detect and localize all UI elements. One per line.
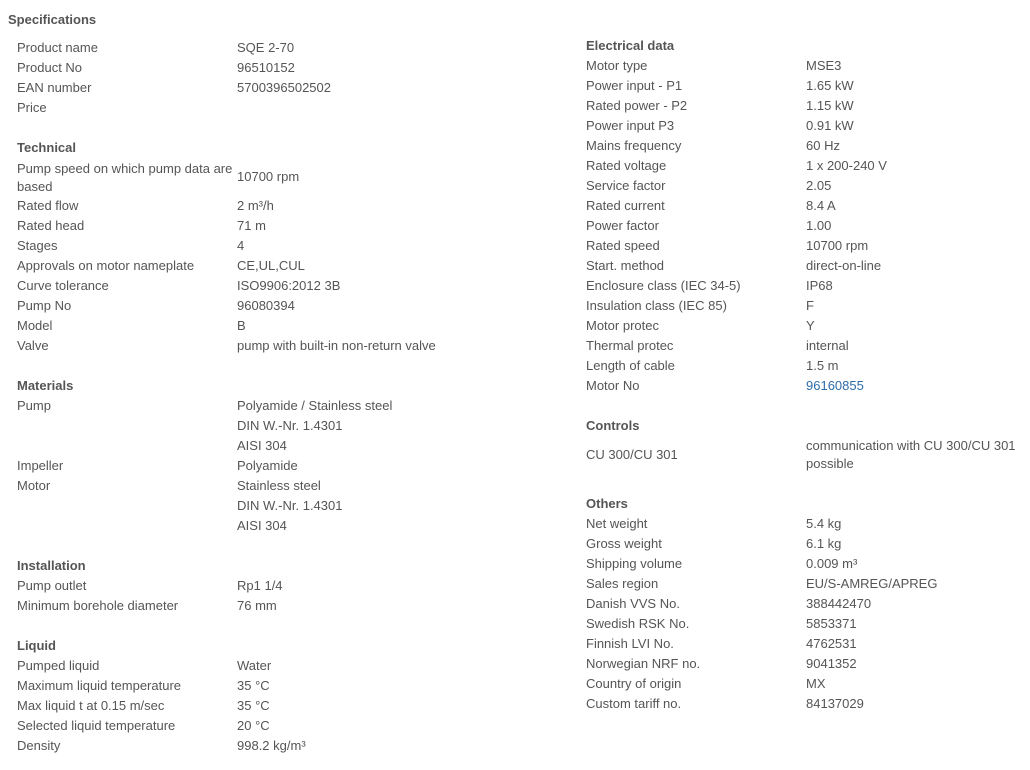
spec-label: Start. method [586, 258, 665, 273]
spec-label: Danish VVS No. [586, 596, 680, 611]
spec-label: Enclosure class (IEC 34-5) [586, 278, 741, 293]
spec-label: Insulation class (IEC 85) [586, 298, 727, 313]
spec-value: 76 mm [237, 598, 277, 613]
spec-value: internal [806, 338, 849, 353]
spec-row [586, 694, 1021, 714]
spec-row [586, 76, 1021, 96]
spec-value: communication with CU 300/CU 301 possible [806, 438, 1016, 471]
spec-row [586, 176, 1021, 196]
spec-label: Pump [17, 398, 51, 413]
spec-label: Rated voltage [586, 158, 667, 173]
spec-row [586, 376, 1021, 396]
spec-value: 60 Hz [806, 138, 840, 153]
spec-row [17, 296, 567, 316]
spec-row [586, 574, 1021, 594]
spec-label: Approvals on motor nameplate [17, 258, 195, 273]
spec-value: IP68 [806, 278, 833, 293]
spec-label: Product No [17, 60, 83, 75]
spec-row [586, 236, 1021, 256]
spec-value: 998.2 kg/m³ [237, 738, 306, 753]
spec-value: EU/S-AMREG/APREG [806, 576, 938, 591]
others-section [586, 494, 1021, 714]
spec-row [586, 116, 1021, 136]
spec-row [17, 158, 567, 196]
spec-row [586, 216, 1021, 236]
section-title: Installation [17, 558, 86, 573]
spec-row [17, 98, 567, 118]
spec-row [586, 436, 1021, 474]
spec-label: Service factor [586, 178, 666, 193]
spec-value-line: Stainless steel [237, 478, 321, 493]
spec-row [17, 196, 567, 216]
spec-row [586, 276, 1021, 296]
spec-value: 10700 rpm [237, 169, 300, 184]
spec-row [17, 336, 567, 356]
spec-row [17, 216, 567, 236]
spec-label: Pump speed on which pump data are based [17, 160, 233, 194]
spec-label: Max liquid t at 0.15 m/sec [17, 698, 165, 713]
spec-value: 2 m³/h [237, 198, 274, 213]
spec-value-line: DIN W.-Nr. 1.4301 [237, 418, 343, 433]
spec-label: Country of origin [586, 676, 682, 691]
spec-value: Water [237, 658, 272, 673]
spec-label: Maximum liquid temperature [17, 678, 182, 693]
spec-label: Sales region [586, 576, 659, 591]
spec-row [17, 676, 567, 696]
technical-section [17, 138, 567, 356]
spec-value: Y [806, 318, 815, 333]
spec-value-line: Polyamide / Stainless steel [237, 398, 393, 413]
spec-row [586, 634, 1021, 654]
spec-value: 10700 rpm [806, 238, 869, 253]
spec-value: 6.1 kg [806, 536, 842, 551]
spec-value: 5853371 [806, 616, 857, 631]
spec-value: 1.15 kW [806, 98, 854, 113]
spec-row [586, 56, 1021, 76]
spec-value: 71 m [237, 218, 266, 233]
spec-value: 1 x 200-240 V [806, 158, 887, 173]
spec-value: direct-on-line [806, 258, 882, 273]
spec-value: 4 [237, 238, 245, 253]
spec-label: Rated power - P2 [586, 98, 688, 113]
spec-row [586, 594, 1021, 614]
spec-row [586, 196, 1021, 216]
spec-row [17, 276, 567, 296]
spec-row [586, 296, 1021, 316]
spec-label: Rated head [17, 218, 85, 233]
spec-row [586, 256, 1021, 276]
spec-value: MSE3 [806, 58, 842, 73]
spec-label: Length of cable [586, 358, 675, 373]
spec-label: Power input P3 [586, 118, 675, 133]
spec-row [17, 396, 567, 456]
spec-row [17, 316, 567, 336]
spec-row [586, 96, 1021, 116]
spec-row [17, 716, 567, 736]
spec-row [586, 156, 1021, 176]
spec-value: 1.5 m [806, 358, 839, 373]
spec-label: Thermal protec [586, 338, 674, 353]
spec-label: Mains frequency [586, 138, 682, 153]
spec-label: Rated speed [586, 238, 660, 253]
spec-value: 8.4 A [806, 198, 836, 213]
spec-label: Net weight [586, 516, 648, 531]
spec-row [586, 136, 1021, 156]
spec-label: Power input - P1 [586, 78, 683, 93]
spec-label: Norwegian NRF no. [586, 656, 701, 671]
spec-value: 84137029 [806, 696, 864, 711]
spec-row [17, 476, 567, 536]
spec-value: 9041352 [806, 656, 857, 671]
spec-value-line: AISI 304 [237, 438, 287, 453]
spec-label: Finnish LVI No. [586, 636, 674, 651]
spec-value: B [237, 318, 246, 333]
spec-value: 388442470 [806, 596, 872, 611]
spec-label: Selected liquid temperature [17, 718, 176, 733]
motor-no-link[interactable]: 96160855 [806, 378, 864, 393]
spec-value [237, 396, 567, 456]
spec-row [586, 356, 1021, 376]
spec-label: Custom tariff no. [586, 696, 682, 711]
section-title: Materials [17, 378, 74, 393]
spec-row [17, 456, 567, 476]
spec-label: EAN number [17, 80, 92, 95]
spec-label: Impeller [17, 458, 64, 473]
spec-value: 0.009 m³ [806, 556, 858, 571]
spec-value [237, 476, 567, 536]
spec-label: Minimum borehole diameter [17, 598, 179, 613]
spec-value: 0.91 kW [806, 118, 854, 133]
spec-value: 1.65 kW [806, 78, 854, 93]
spec-label: CU 300/CU 301 [586, 447, 678, 462]
spec-value: pump with built-in non-return valve [237, 338, 436, 353]
spec-value: 4762531 [806, 636, 857, 651]
section-title: Others [586, 496, 628, 511]
spec-value-line: DIN W.-Nr. 1.4301 [237, 498, 343, 513]
controls-section [586, 416, 1021, 474]
spec-row [586, 514, 1021, 534]
spec-row [586, 336, 1021, 356]
spec-label: Gross weight [586, 536, 662, 551]
section-title: Electrical data [586, 38, 675, 53]
spec-label: Product name [17, 40, 98, 55]
spec-value: MX [806, 676, 826, 691]
spec-value: 5700396502502 [237, 80, 331, 95]
spec-value-line: AISI 304 [237, 518, 287, 533]
spec-value: 35 °C [237, 678, 270, 693]
spec-label: Motor protec [586, 318, 659, 333]
spec-row [586, 554, 1021, 574]
spec-row [586, 614, 1021, 634]
spec-row [586, 674, 1021, 694]
spec-label: Shipping volume [586, 556, 683, 571]
spec-label: Motor [17, 478, 51, 493]
section-title: Controls [586, 418, 640, 433]
spec-label: Pump outlet [17, 578, 87, 593]
spec-label: Curve tolerance [17, 278, 109, 293]
spec-row [586, 654, 1021, 674]
spec-row [17, 596, 567, 616]
spec-label: Pumped liquid [17, 658, 100, 673]
spec-row [17, 236, 567, 256]
electrical-section [586, 36, 1021, 396]
spec-row [17, 38, 567, 58]
spec-row [17, 696, 567, 716]
spec-label: Rated flow [17, 198, 79, 213]
spec-label: Motor No [586, 378, 640, 393]
spec-value: 20 °C [237, 718, 270, 733]
spec-label: Valve [17, 338, 49, 353]
spec-label: Pump No [17, 298, 72, 313]
spec-row [586, 534, 1021, 554]
spec-value: CE,UL,CUL [237, 258, 305, 273]
spec-row [586, 316, 1021, 336]
spec-label: Stages [17, 238, 58, 253]
spec-label: Power factor [586, 218, 659, 233]
materials-section [17, 376, 567, 536]
spec-value: Polyamide [237, 458, 298, 473]
spec-value: 96080394 [237, 298, 295, 313]
spec-value: F [806, 298, 814, 313]
spec-value: 5.4 kg [806, 516, 842, 531]
spec-row [17, 78, 567, 98]
page-title: Specifications [8, 12, 97, 27]
spec-row [17, 256, 567, 276]
spec-value: 96510152 [237, 60, 295, 75]
spec-label: Price [17, 100, 47, 115]
liquid-section [17, 636, 567, 756]
spec-value: 35 °C [237, 698, 270, 713]
spec-row [17, 576, 567, 596]
spec-row [17, 656, 567, 676]
spec-value: 1.00 [806, 218, 832, 233]
spec-value: ISO9906:2012 3B [237, 278, 341, 293]
section-title: Liquid [17, 638, 56, 653]
spec-label: Model [17, 318, 53, 333]
spec-row [17, 736, 567, 756]
spec-label: Density [17, 738, 61, 753]
general-section [17, 38, 567, 118]
spec-label: Motor type [586, 58, 648, 73]
spec-label: Swedish RSK No. [586, 616, 690, 631]
spec-row [17, 58, 567, 78]
spec-label: Rated current [586, 198, 665, 213]
spec-value: SQE 2-70 [237, 40, 295, 55]
spec-value: Rp1 1/4 [237, 578, 283, 593]
section-title: Technical [17, 140, 77, 155]
spec-value [237, 98, 567, 118]
spec-value: 2.05 [806, 178, 832, 193]
installation-section [17, 556, 567, 616]
